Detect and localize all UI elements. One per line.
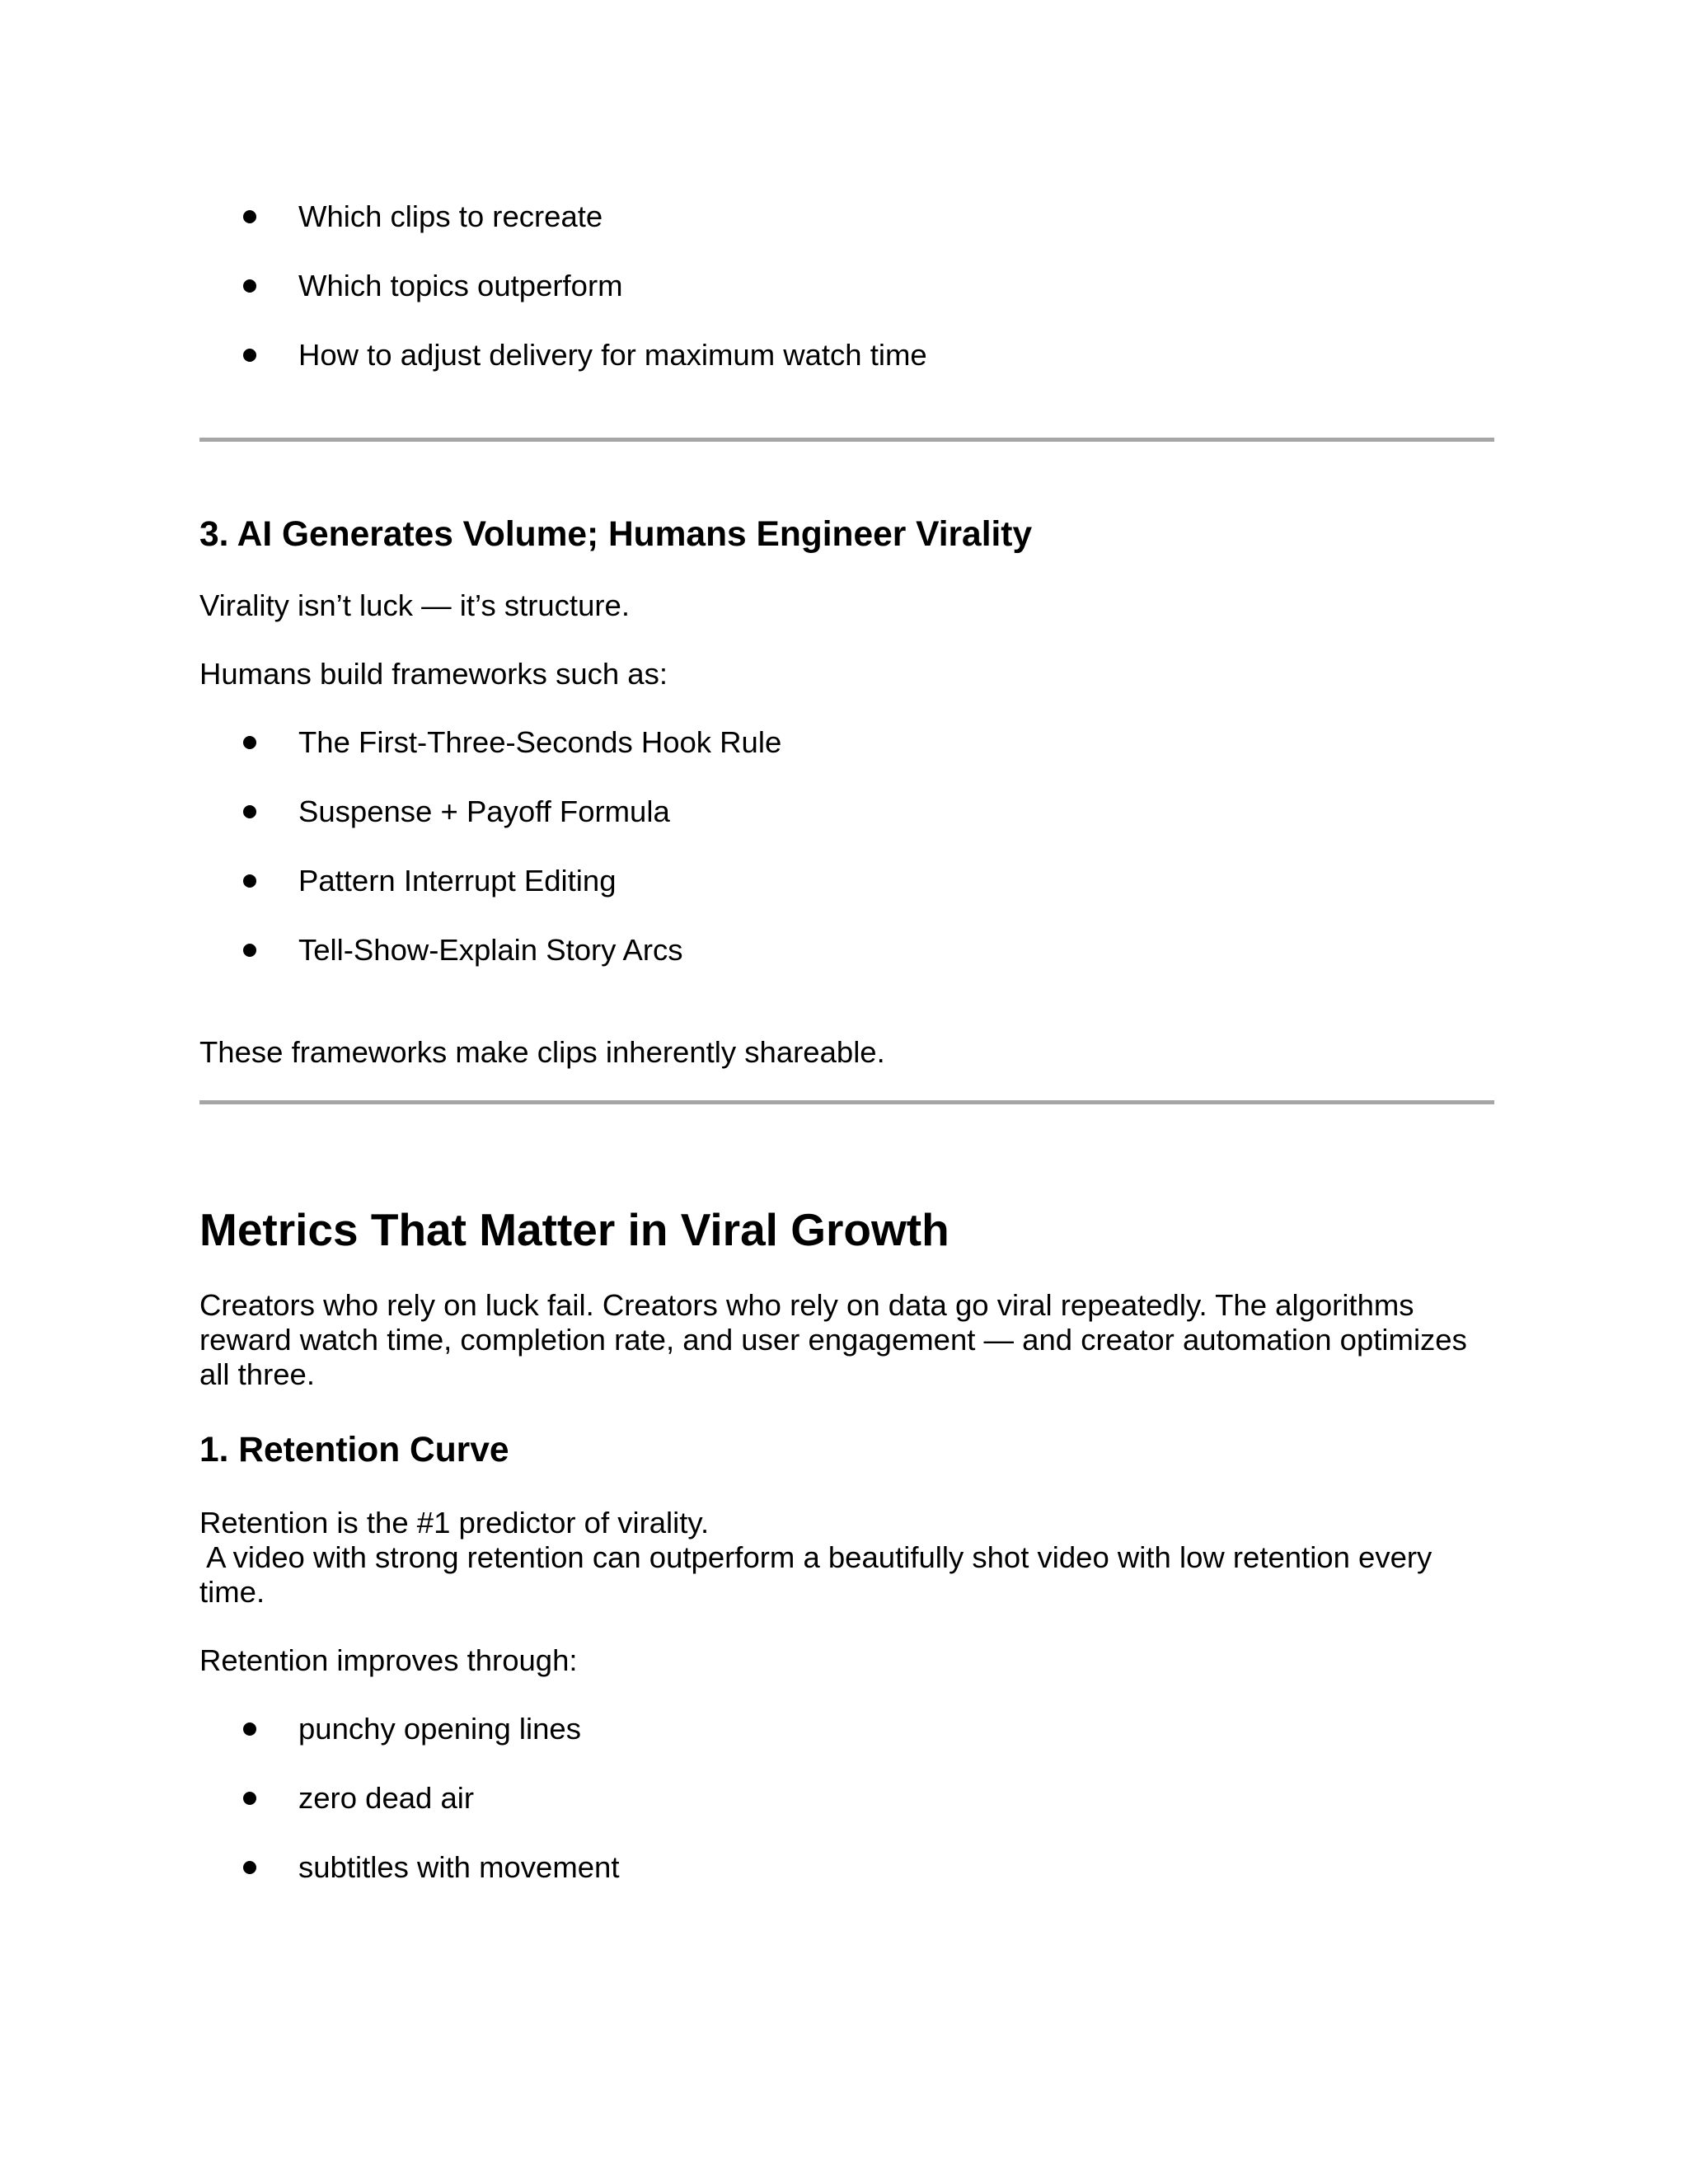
bullet-icon [243,944,256,957]
section-closing: These frameworks make clips inherently shareable. [199,1035,885,1069]
bullet-icon [243,279,256,293]
horizontal-rule [199,1100,1494,1104]
paragraph-line: time. [199,1575,265,1609]
page-heading: Metrics That Matter in Viral Growth [199,1204,950,1255]
list-item-text: Tell-Show-Explain Story Arcs [298,933,683,967]
paragraph-line: all three. [199,1357,315,1391]
bullet-icon [243,1722,256,1736]
list-item-text: Suspense + Payoff Formula [298,794,670,828]
paragraph-line: Creators who rely on luck fail. Creators who rely on data go viral repeatedly. The algorithms [199,1288,1414,1322]
section-intro: Virality isn’t luck — it’s structure. [199,588,630,622]
bullet-icon [243,736,256,749]
paragraph-line: Retention is the #1 predictor of virality. [199,1506,710,1540]
list-item-text: The First-Three-Seconds Hook Rule [298,725,782,759]
section-heading: 1. Retention Curve [199,1431,509,1469]
bullet-icon [243,1792,256,1805]
section-heading: 3. AI Generates Volume; Humans Engineer Virality [199,515,1033,554]
section-lead: Retention improves through: [199,1643,578,1677]
paragraph-line: reward watch time, completion rate, and user engagement — and creator automation optimizes [199,1323,1467,1357]
bullet-icon [243,349,256,362]
list-item-text: zero dead air [298,1781,475,1815]
list-item-text: subtitles with movement [298,1850,620,1884]
list-item-text: punchy opening lines [298,1712,581,1746]
list-item-text: How to adjust delivery for maximum watch time [298,338,927,372]
bullet-icon [243,874,256,888]
section-lead: Humans build frameworks such as: [199,657,668,691]
bullet-icon [243,805,256,818]
paragraph-line: A video with strong retention can outperform a beautifully shot video with low retention every [199,1540,1432,1574]
list-item-text: Which topics outperform [298,269,623,302]
list-item-text: Which clips to recreate [298,199,603,233]
bullet-icon [243,1861,256,1874]
list-item-text: Pattern Interrupt Editing [298,864,617,898]
horizontal-rule [199,438,1494,442]
bullet-icon [243,210,256,223]
